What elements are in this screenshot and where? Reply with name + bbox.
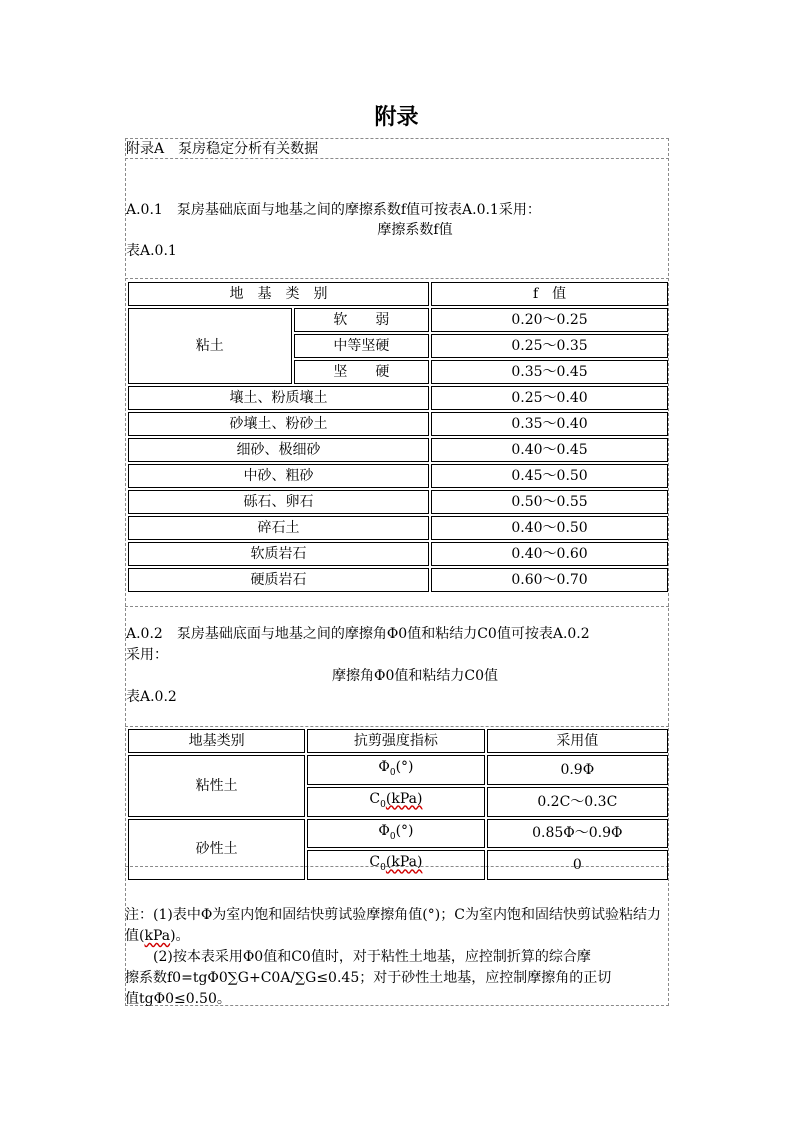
header-cell: 抗剪强度指标: [307, 729, 484, 753]
note-paragraph-2-cont: [125, 968, 669, 989]
value-cell: 0.85Φ～0.9Φ: [487, 819, 668, 849]
divider: [125, 158, 669, 159]
table-row: [128, 542, 668, 566]
soil-type-cell: 壤土、粉质壤土: [128, 386, 429, 410]
table1-title: 摩擦系数f值: [377, 222, 453, 238]
table-row: [128, 755, 668, 785]
table-header-row: [128, 729, 668, 753]
value-cell: 0.35～0.40: [431, 412, 668, 436]
value-cell: 0.60～0.70: [431, 568, 668, 592]
note-text: 值tgΦ0≤0.50。: [125, 991, 231, 1007]
value-cell: 0.40～0.45: [431, 438, 668, 462]
header-cell: 采用值: [487, 729, 668, 753]
value-cell: 0.40～0.50: [431, 516, 668, 540]
subtype-cell: 坚 硬: [294, 360, 430, 384]
index-subscript: 0: [380, 799, 386, 810]
header-cell: 地 基 类 别: [128, 282, 429, 306]
value-cell: 0.45～0.50: [431, 464, 668, 488]
table-row: [128, 412, 668, 436]
index-cell: [307, 850, 484, 880]
table-row: [128, 438, 668, 462]
table-row: [128, 386, 668, 410]
note-paragraph-2-end: [125, 989, 669, 1010]
section1-intro: A.0.1 泵房基础底面与地基之间的摩擦系数f值可按表A.0.1采用：: [126, 202, 541, 218]
note-unit: kPa: [144, 928, 171, 944]
index-unit: (kPa): [385, 790, 423, 807]
value-cell: 0.40～0.60: [431, 542, 668, 566]
index-symbol: Φ: [378, 822, 390, 839]
index-symbol: Φ: [378, 759, 390, 775]
subtype-cell: 软 弱: [294, 308, 430, 332]
soil-group-cell: 砂性土: [128, 819, 305, 881]
note-text: 擦系数f0=tgΦ0∑G+C0A/∑G≤0.45；对于砂性土地基，应控制摩擦角的正切: [125, 970, 612, 986]
index-cell: [307, 755, 484, 785]
note-text: 注：(1)表中Φ为室内饱和固结快剪试验摩擦角值(°)；C为室内饱和固结快剪试验粘结力值(: [125, 907, 661, 944]
value-cell: 0.25～0.35: [431, 334, 668, 358]
index-cell: [307, 787, 484, 817]
section2-intro-cont: 采用：: [126, 647, 168, 663]
subtype-cell: 中等坚硬: [294, 334, 430, 358]
table-row: [128, 464, 668, 488]
section2-intro: A.0.2 泵房基础底面与地基之间的摩擦角Φ0值和粘结力C0值可按表A.0.2: [126, 626, 590, 642]
index-symbol: C: [369, 790, 381, 807]
table-header-row: [128, 282, 668, 306]
divider: [125, 606, 669, 607]
table-row: [128, 308, 668, 332]
soil-type-cell: 硬质岩石: [128, 568, 429, 592]
soil-type-cell: 中砂、粗砂: [128, 464, 429, 488]
index-unit: (kPa): [385, 854, 423, 871]
table1-label: 表A.0.1: [126, 243, 177, 259]
table-row: [128, 516, 668, 540]
value-cell: 0.50～0.55: [431, 490, 668, 514]
note-block: [125, 905, 669, 1010]
index-subscript: 0: [380, 863, 386, 874]
value-cell: 0.9Φ: [487, 755, 668, 785]
index-unit: (°): [395, 759, 414, 775]
divider: [125, 278, 669, 279]
note-text: )。: [170, 928, 190, 944]
value-cell: 0.35～0.45: [431, 360, 668, 384]
table-row: [128, 568, 668, 592]
note-text: (2)按本表采用Φ0值和C0值时，对于粘性土地基，应控制折算的综合摩: [125, 949, 591, 965]
table-row: [128, 490, 668, 514]
value-cell: 0: [487, 850, 668, 880]
header-cell: f 值: [431, 282, 668, 306]
clay-group-cell: 粘土: [128, 308, 292, 384]
table-row: [128, 819, 668, 849]
value-cell: 0.2C～0.3C: [487, 787, 668, 817]
note-paragraph-2: [125, 947, 669, 968]
index-symbol: C: [369, 854, 381, 871]
note-paragraph-1: [125, 905, 669, 947]
soil-type-cell: 砾石、卵石: [128, 490, 429, 514]
index-unit: (°): [395, 822, 414, 839]
shear-strength-table: [126, 727, 670, 882]
header-cell: 地基类别: [128, 729, 305, 753]
page-title: 附录: [374, 104, 419, 130]
friction-coefficient-table: [126, 280, 670, 594]
index-subscript: 0: [389, 767, 396, 778]
soil-type-cell: 软质岩石: [128, 542, 429, 566]
soil-group-cell: 粘性土: [128, 755, 305, 817]
soil-type-cell: 砂壤土、粉砂土: [128, 412, 429, 436]
soil-type-cell: 碎石土: [128, 516, 429, 540]
index-cell: [307, 819, 484, 849]
value-cell: 0.25～0.40: [431, 386, 668, 410]
index-subscript: 0: [389, 831, 396, 842]
appendix-heading: 附录A 泵房稳定分析有关数据: [126, 141, 319, 157]
value-cell: 0.20～0.25: [431, 308, 668, 332]
table2-title: 摩擦角Φ0值和粘结力C0值: [331, 668, 498, 684]
table2-label: 表A.0.2: [126, 689, 177, 705]
soil-type-cell: 细砂、极细砂: [128, 438, 429, 462]
